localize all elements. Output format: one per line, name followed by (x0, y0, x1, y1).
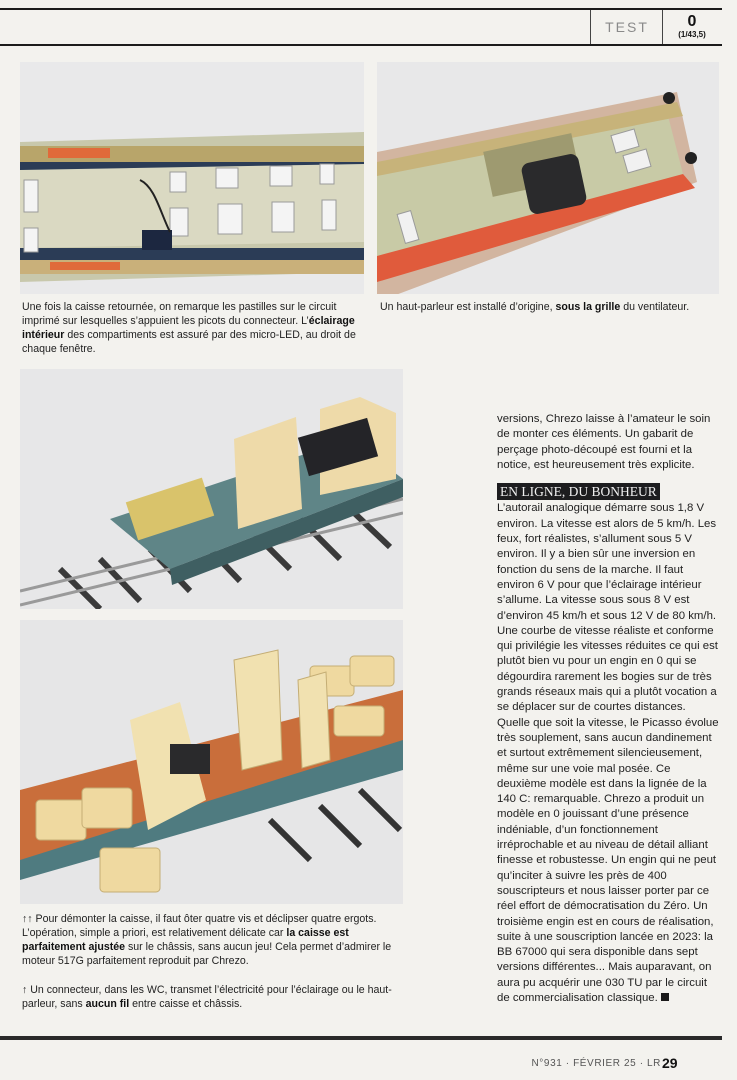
article-body (497, 501, 719, 1006)
page-number: 29 (662, 1055, 678, 1071)
end-mark-icon (661, 993, 669, 1001)
caption-text: des compartiments est assuré par des micro-LED, au droit de chaque fenêtre. (22, 329, 356, 355)
caption-photo-loudspeaker (380, 300, 720, 314)
photo-loudspeaker (377, 62, 719, 294)
photo-chassis-motor (20, 369, 403, 609)
caption-bold: éclairage intérieur (22, 315, 355, 341)
caption-text: ↑ Un connecteur, dans les WC, transmet l’électricité pour l’éclairage ou le haut-parleur, sans (22, 984, 392, 1010)
rating-scale: (1/43,5) (678, 30, 706, 39)
photo-interior-leds (20, 62, 364, 294)
caption-bold: sous la grille (555, 301, 621, 313)
caption-text: Un haut-parleur est installé d’origine, (380, 301, 556, 313)
article-column (497, 412, 719, 1006)
photo-interior-seats (20, 620, 403, 904)
caption-bold: la caisse est parfaitement ajustée (22, 927, 349, 953)
caption-text: Une fois la caisse retournée, on remarque les pastilles sur le circuit imprimé sur lesquelles s’appuient les picots du connecteur. L’ (22, 301, 337, 327)
caption-connector (22, 983, 392, 1011)
page-header (0, 8, 722, 46)
footer-rule (0, 1036, 722, 1040)
caption-text: du ventilateur. (620, 301, 690, 313)
caption-dismantle (22, 912, 392, 968)
article-body-text: L’autorail analogique démarre sous 1,8 V environ. La vitesse est alors de 5 km/h. Les feux, fort réalistes, s’allument sous 5 V environ. Il y a bien sûr une inversion en fonction du sens de la marche. Il faut environ 6 V pour que l’éclairage intérieur s’allume. La vitesse sous sous 8 V est d’environ 45 km/h et sous 12 V de 80 km/h. Une courbe de vitesse réaliste et conforme qui privilégie les vitesses réduites ce qui est plutôt bien vu pour un engin en 0 qui se dégourdira rarement les bogies sur de très grands réseaux mais qui a plutôt vocation a se déplacer sur de courtes distances. Quelle que soit la vitesse, le Picasso évolue très souplement, sans aucun dandinement et surtout extrêmement silencieusement, même sur une voie mal posée. Ce deuxième modèle est dans la lignée de la 140 C: remarquable. Chrezo a produit un modèle en 0 jouissant d’une présence indéniable, d’un fonctionnement irréprochable et au niveau de détail alliant finesse et robustesse. Un engin qui ne peut qu’inciter à suivre les près de 400 souscripteurs et nous laisser porter par ce réel effort de démocratisation du Zéro. Un troisième engin est en cours de réalisation, suite à une souscription lancée en 2023: la BB 67000 qui sera disponible dans sept versions différentes... Mais auparavant, on aura pu acquérir une 030 TU par le circuit de commercialisation classique. (497, 502, 719, 1004)
article-intro: versions, Chrezo laisse à l’amateur le soin de monter ces éléments. Un gabarit de perçage photo-découpé est fourni et la notice, est heureusement très explicite. (497, 413, 711, 471)
caption-photo-interior (22, 300, 362, 356)
caption-bold: aucun fil (85, 998, 130, 1010)
section-heading: EN LIGNE, DU BONHEUR (497, 483, 660, 500)
rating-box (662, 10, 721, 44)
caption-text: sur le châssis, sans aucun jeu! Cela permet d’admirer le moteur 517G parfaitement reproduit par Chrezo. (22, 941, 392, 967)
rating-value: 0 (687, 13, 697, 30)
issue-line: N°931 · FÉVRIER 25 · LR (531, 1058, 661, 1069)
caption-text: entre caisse et châssis. (129, 998, 243, 1010)
section-label: TEST (590, 10, 663, 44)
caption-text: ↑↑ Pour démonter la caisse, il faut ôter quatre vis et déclipser quatre ergots. L’opération, simple a priori, est relativement délicate car (22, 913, 377, 939)
